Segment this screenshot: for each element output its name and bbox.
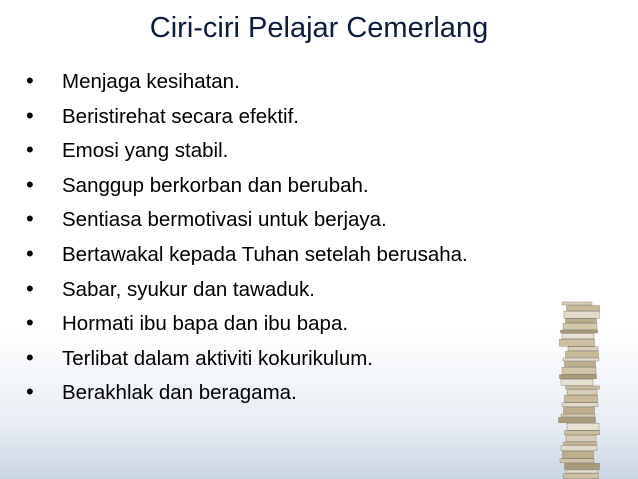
book-spine: [563, 451, 594, 458]
book-spine: [561, 414, 595, 417]
bullet-icon: •: [26, 310, 34, 336]
book-spine: [560, 339, 595, 346]
list-item-text: Sentiasa bermotivasi untuk berjaya.: [62, 208, 387, 232]
book-spine: [561, 379, 593, 385]
list-item-text: Berakhlak dan beragama.: [62, 381, 297, 405]
book-spine: [566, 386, 601, 389]
list-item-text: Emosi yang stabil.: [62, 139, 229, 163]
list-item-text: Sanggup berkorban dan berubah.: [62, 173, 369, 197]
book-spine: [567, 390, 597, 395]
list-item: [26, 133, 468, 168]
list-item: [26, 341, 468, 376]
bullet-icon: •: [26, 206, 34, 232]
list-item: [26, 306, 468, 341]
book-spine: [560, 375, 597, 379]
list-item-text: Terlibat dalam aktiviti kokurikulum.: [62, 346, 374, 370]
list-item-text: Hormati ibu bapa dan ibu bapa.: [62, 312, 349, 336]
book-spine: [565, 395, 598, 402]
bullet-icon: •: [26, 240, 34, 266]
book-spine: [566, 435, 596, 441]
book-spine: [561, 446, 597, 451]
list-item-text: Sabar, syukur dan tawaduk.: [62, 277, 315, 301]
book-spine: [568, 347, 598, 351]
book-spine: [560, 459, 594, 463]
bullet-icon: •: [26, 102, 34, 128]
list-item: [26, 99, 468, 134]
bullet-icon: •: [26, 379, 34, 405]
book-spine: [561, 330, 598, 333]
book-spine: [565, 362, 596, 367]
book-spine: [567, 306, 600, 311]
list-item: [26, 375, 468, 410]
book-spine: [559, 418, 596, 423]
book-stack-icon: [556, 300, 600, 479]
book-spine: [565, 463, 601, 469]
bullet-list: [26, 64, 468, 410]
book-spine: [567, 423, 599, 430]
book-spine: [562, 334, 594, 339]
book-spine: [562, 403, 598, 407]
list-item: [26, 202, 468, 237]
book-spine: [566, 470, 598, 473]
list-item: [26, 64, 468, 99]
book-spine: [564, 474, 599, 479]
book-spine: [564, 442, 597, 445]
book-spine: [566, 351, 599, 357]
list-item: [26, 237, 468, 272]
bullet-icon: •: [26, 275, 34, 301]
book-spine: [562, 302, 592, 305]
list-item-text: Menjaga kesihatan.: [62, 70, 240, 93]
book-spine: [566, 319, 597, 323]
bullet-icon: •: [26, 137, 34, 163]
bullet-icon: •: [26, 171, 34, 197]
book-spine: [564, 407, 595, 413]
list-item-text: Beristirehat secara efektif.: [62, 104, 299, 128]
bullet-icon: •: [26, 344, 34, 370]
book-spine: [562, 367, 596, 374]
slide-title: Ciri-ciri Pelajar Cemerlang: [149, 12, 489, 44]
book-spine: [563, 323, 597, 329]
list-item-text: Bertawakal kepada Tuhan setelah berusaha.: [62, 242, 468, 266]
list-item: [26, 168, 468, 203]
bullet-icon: •: [26, 68, 34, 93]
list-item: [26, 272, 468, 307]
book-spine: [564, 311, 600, 318]
book-spine: [565, 431, 600, 435]
book-spine: [563, 358, 599, 361]
